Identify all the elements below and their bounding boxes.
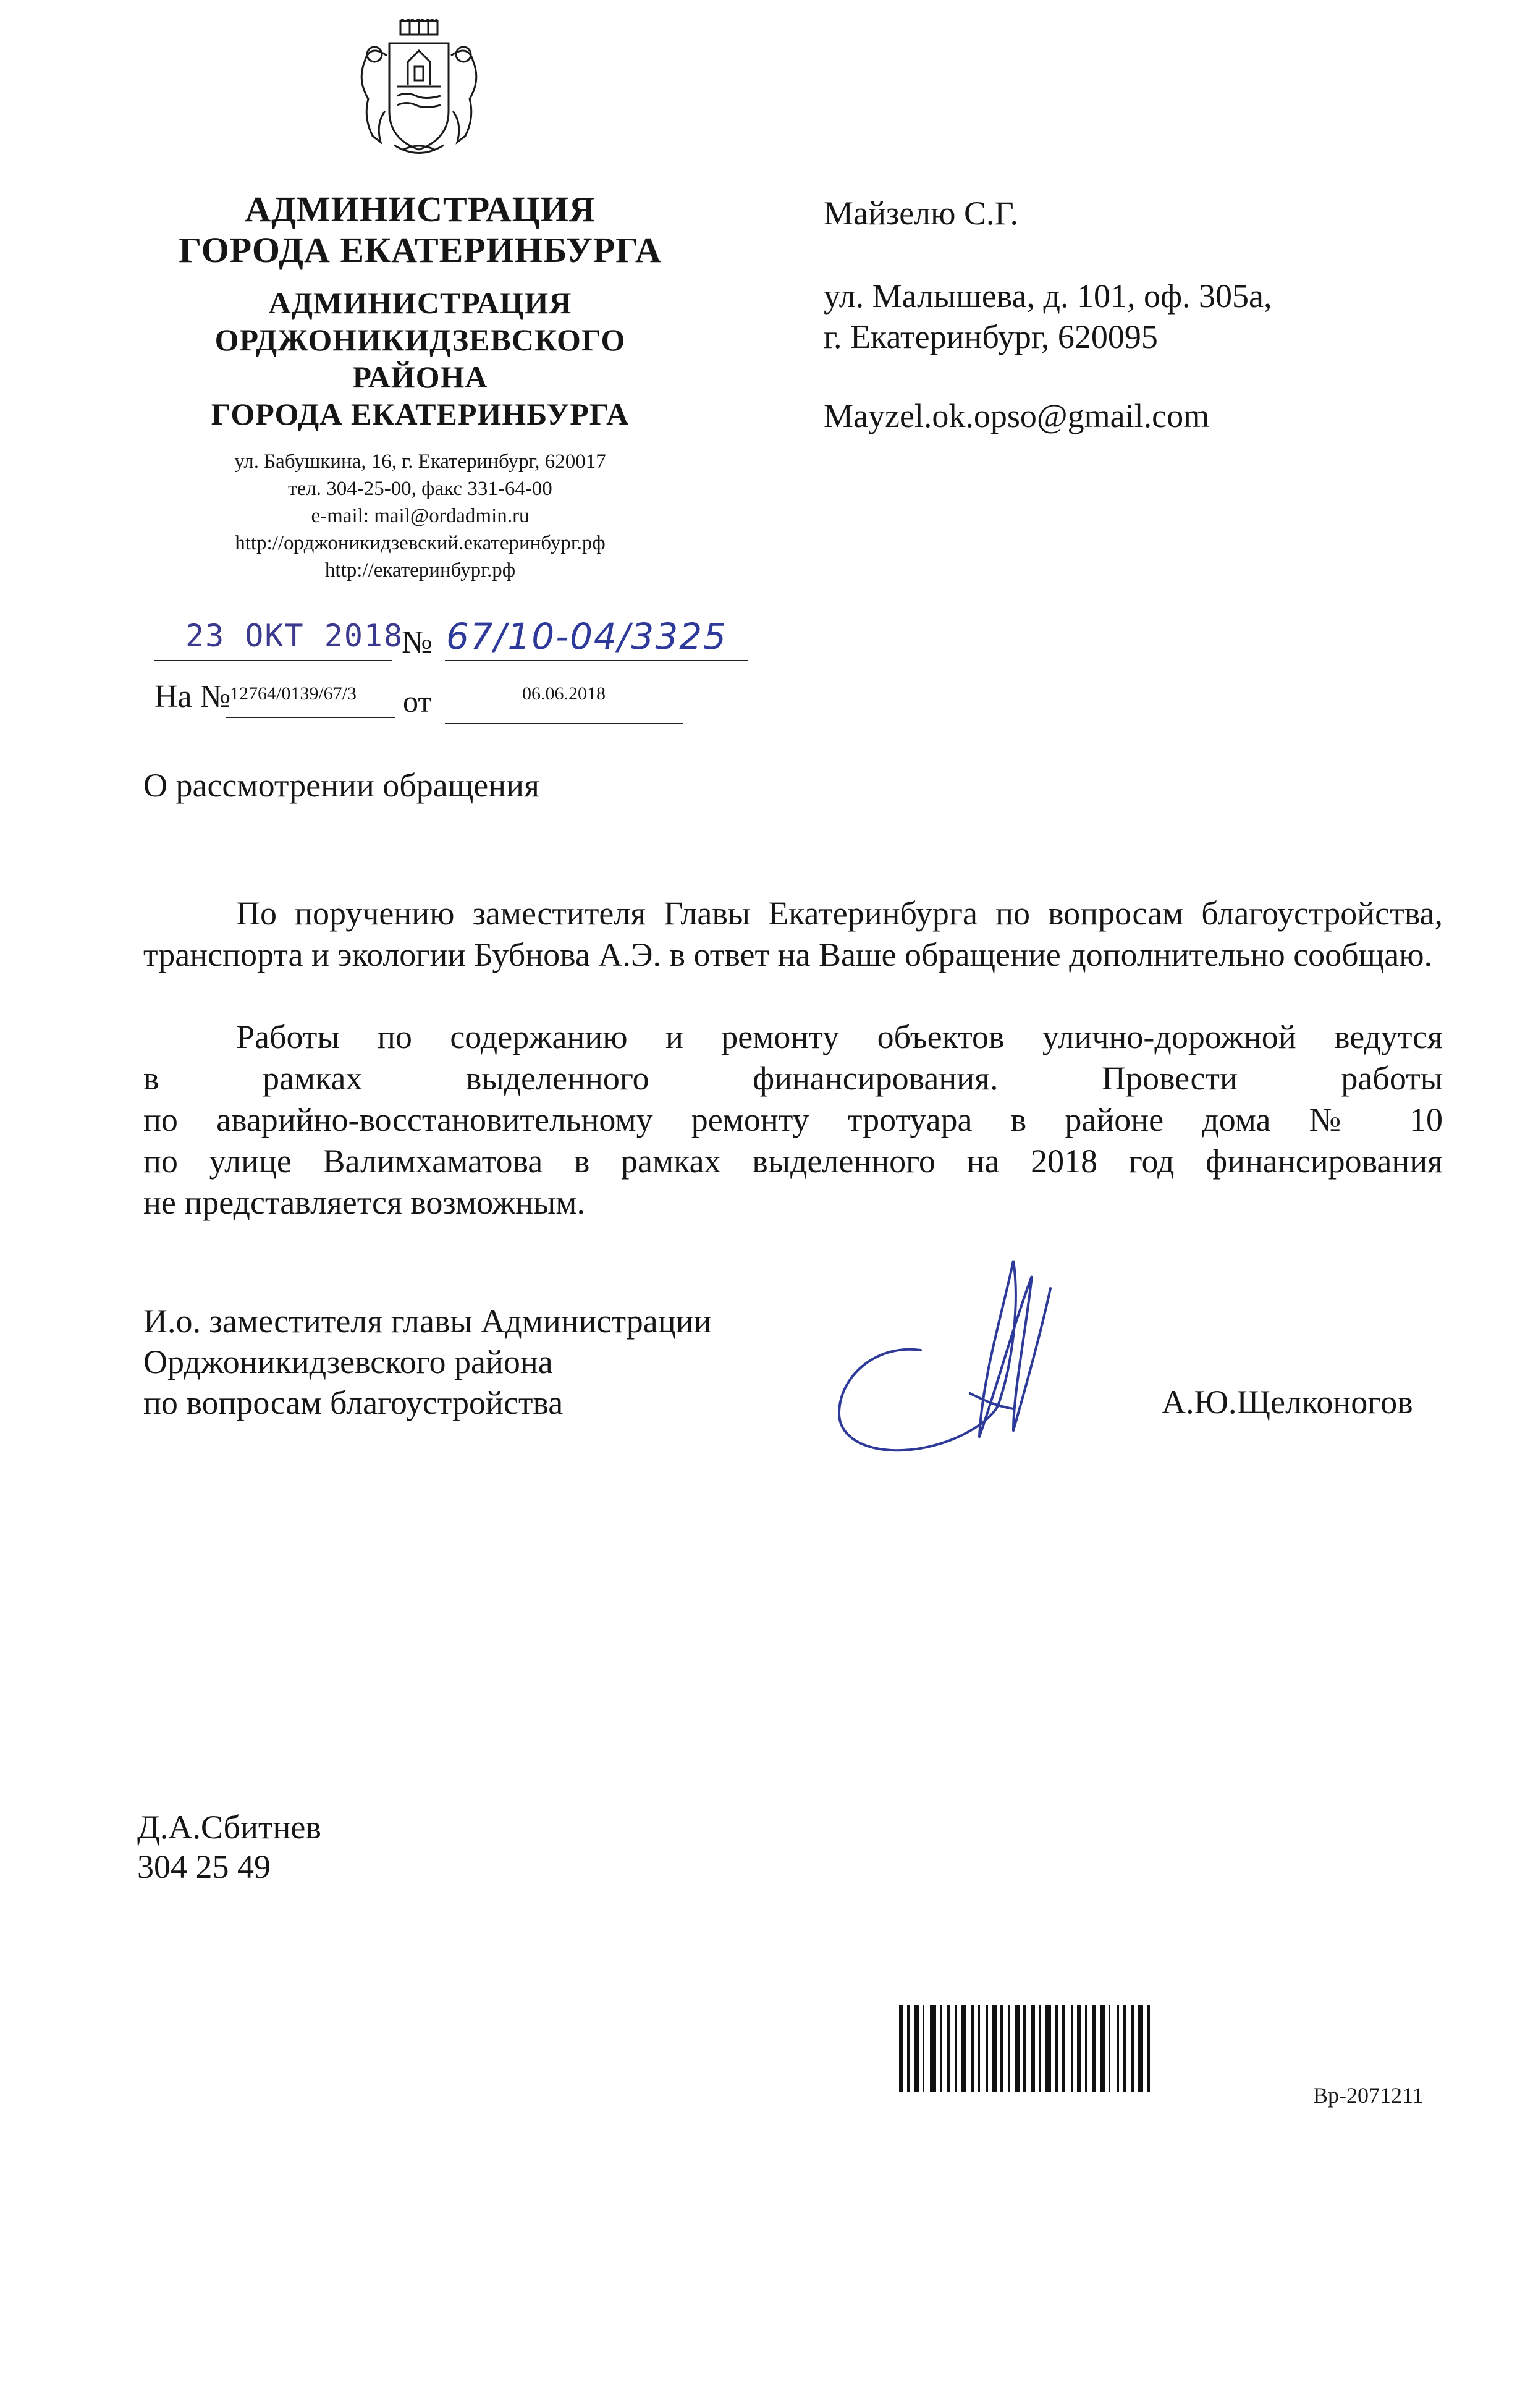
outgoing-number: 67/10-04/3325 [446,615,728,657]
barcode-bar [1071,2005,1073,2092]
recipient-email: Mayzel.ok.opso@gmail.com [824,397,1210,434]
barcode-bar [1055,2005,1058,2092]
barcode-code: Вр-2071211 [1313,2083,1424,2108]
coat-of-arms-icon [351,19,487,161]
barcode-bar [1131,2005,1134,2092]
body-paragraph-2-line1: Работы по содержанию и ремонту объектов улично-дорожной ведутся [236,1018,1443,1055]
barcode-bar [930,2005,936,2092]
barcode-bar [986,2005,988,2092]
barcode-bar [1000,2005,1003,2092]
handwritten-signature [828,1251,1087,1474]
barcode-bar [1031,2005,1035,2092]
signer-position-line1: И.о. заместителя главы Администрации [143,1303,712,1340]
suborg-line3: РАЙОНА [352,360,488,394]
barcode-bar [971,2005,974,2092]
body-paragraph-2-line4: по улице Валимхаматова в рамках выделенного на 2018 год финансирования [143,1143,1443,1180]
barcode-bar [1008,2005,1010,2092]
barcode-bar [899,2005,903,2092]
suborg-line4: ГОРОДА ЕКАТЕРИНБУРГА [211,397,630,431]
contact-email: e-mail: mail@ordadmin.ru [311,505,530,527]
body-paragraph-1: По поручению заместителя Главы Екатеринбурга по вопросам благоустройства, транспорта и экологии Бубнова А.Э. в ответ на Ваше обращение дополнительно сообщаю. [143,895,1443,973]
date-stamp: 23 ОКТ 2018 [185,618,404,654]
barcode-bar [1138,2005,1143,2092]
executor-phone: 304 25 49 [137,1848,271,1885]
signer-position-line2: Орджоникидзевского района [143,1343,553,1380]
barcode-bar [1147,2005,1150,2092]
barcode-bar [1109,2005,1110,2092]
barcode-bar [947,2005,950,2092]
contact-website-district: http://орджоникидзевский.екатеринбург.рф [235,532,606,554]
executor-name: Д.А.Сбитнев [137,1809,321,1846]
barcode-bar [978,2005,980,2092]
city-coat-of-arms [351,19,487,161]
barcode-bar [914,2005,919,2092]
contact-address: ул. Бабушкина, 16, г. Екатеринбург, 620017 [234,450,606,473]
barcode-bar [907,2005,910,2092]
org-name-line1: АДМИНИСТРАЦИЯ [245,189,596,229]
org-contacts [111,448,729,584]
barcode-bar [940,2005,942,2092]
recipient-address-line2: г. Екатеринбург, 620095 [824,318,1158,355]
barcode-bar [961,2005,966,2092]
signer-name: А.Ю.Щелконогов [1162,1384,1413,1421]
ref-label: На № [154,679,231,714]
barcode-bar [1092,2005,1096,2092]
ref-number: 12764/0139/67/3 [230,683,357,704]
letter-body [143,893,1443,976]
contact-website-city: http://екатеринбург.рф [324,559,516,581]
recipient-name: Майзелю С.Г. [824,195,1019,232]
ref-date: 06.06.2018 [522,683,606,704]
contact-phone: тел. 304-25-00, факс 331-64-00 [288,478,552,500]
signature-icon [828,1251,1087,1474]
number-label: № [402,625,433,660]
barcode-bar [923,2005,924,2092]
barcode-bar [1085,2005,1087,2092]
barcode-bar [1039,2005,1041,2092]
body-paragraph-2-line3: по аварийно-восстановительному ремонту тротуара в районе дома № 10 [143,1101,1443,1138]
recipient-address-line1: ул. Малышева, д. 101, оф. 305а, [824,277,1272,315]
barcode-bar [1123,2005,1126,2092]
body-paragraph-2-line5: не представляется возможным. [143,1184,585,1221]
barcode-bar [1062,2005,1065,2092]
ref-from-label: от [403,684,432,719]
barcode-bar [1045,2005,1051,2092]
suborg-line1: АДМИНИСТРАЦИЯ [268,285,572,320]
barcode-bar [1077,2005,1081,2092]
barcode-bar [1100,2005,1105,2092]
barcode-bar [955,2005,957,2092]
body-paragraph-2-line2: в рамках выделенного финансирования. Провести работы [143,1060,1443,1097]
barcode-bar [1015,2005,1020,2092]
barcode-bar [1023,2005,1026,2092]
letter-subject: О рассмотрении обращения [143,767,539,804]
barcode-bar [992,2005,997,2092]
document-barcode [899,2005,1307,2092]
signer-position-line3: по вопросам благоустройства [143,1384,564,1421]
org-name-line2: ГОРОДА ЕКАТЕРИНБУРГА [179,230,662,270]
suborg-line2: ОРДЖОНИКИДЗЕВСКОГО [214,323,626,357]
barcode-bar [1117,2005,1119,2092]
letter-body-2 [143,1016,1443,1223]
